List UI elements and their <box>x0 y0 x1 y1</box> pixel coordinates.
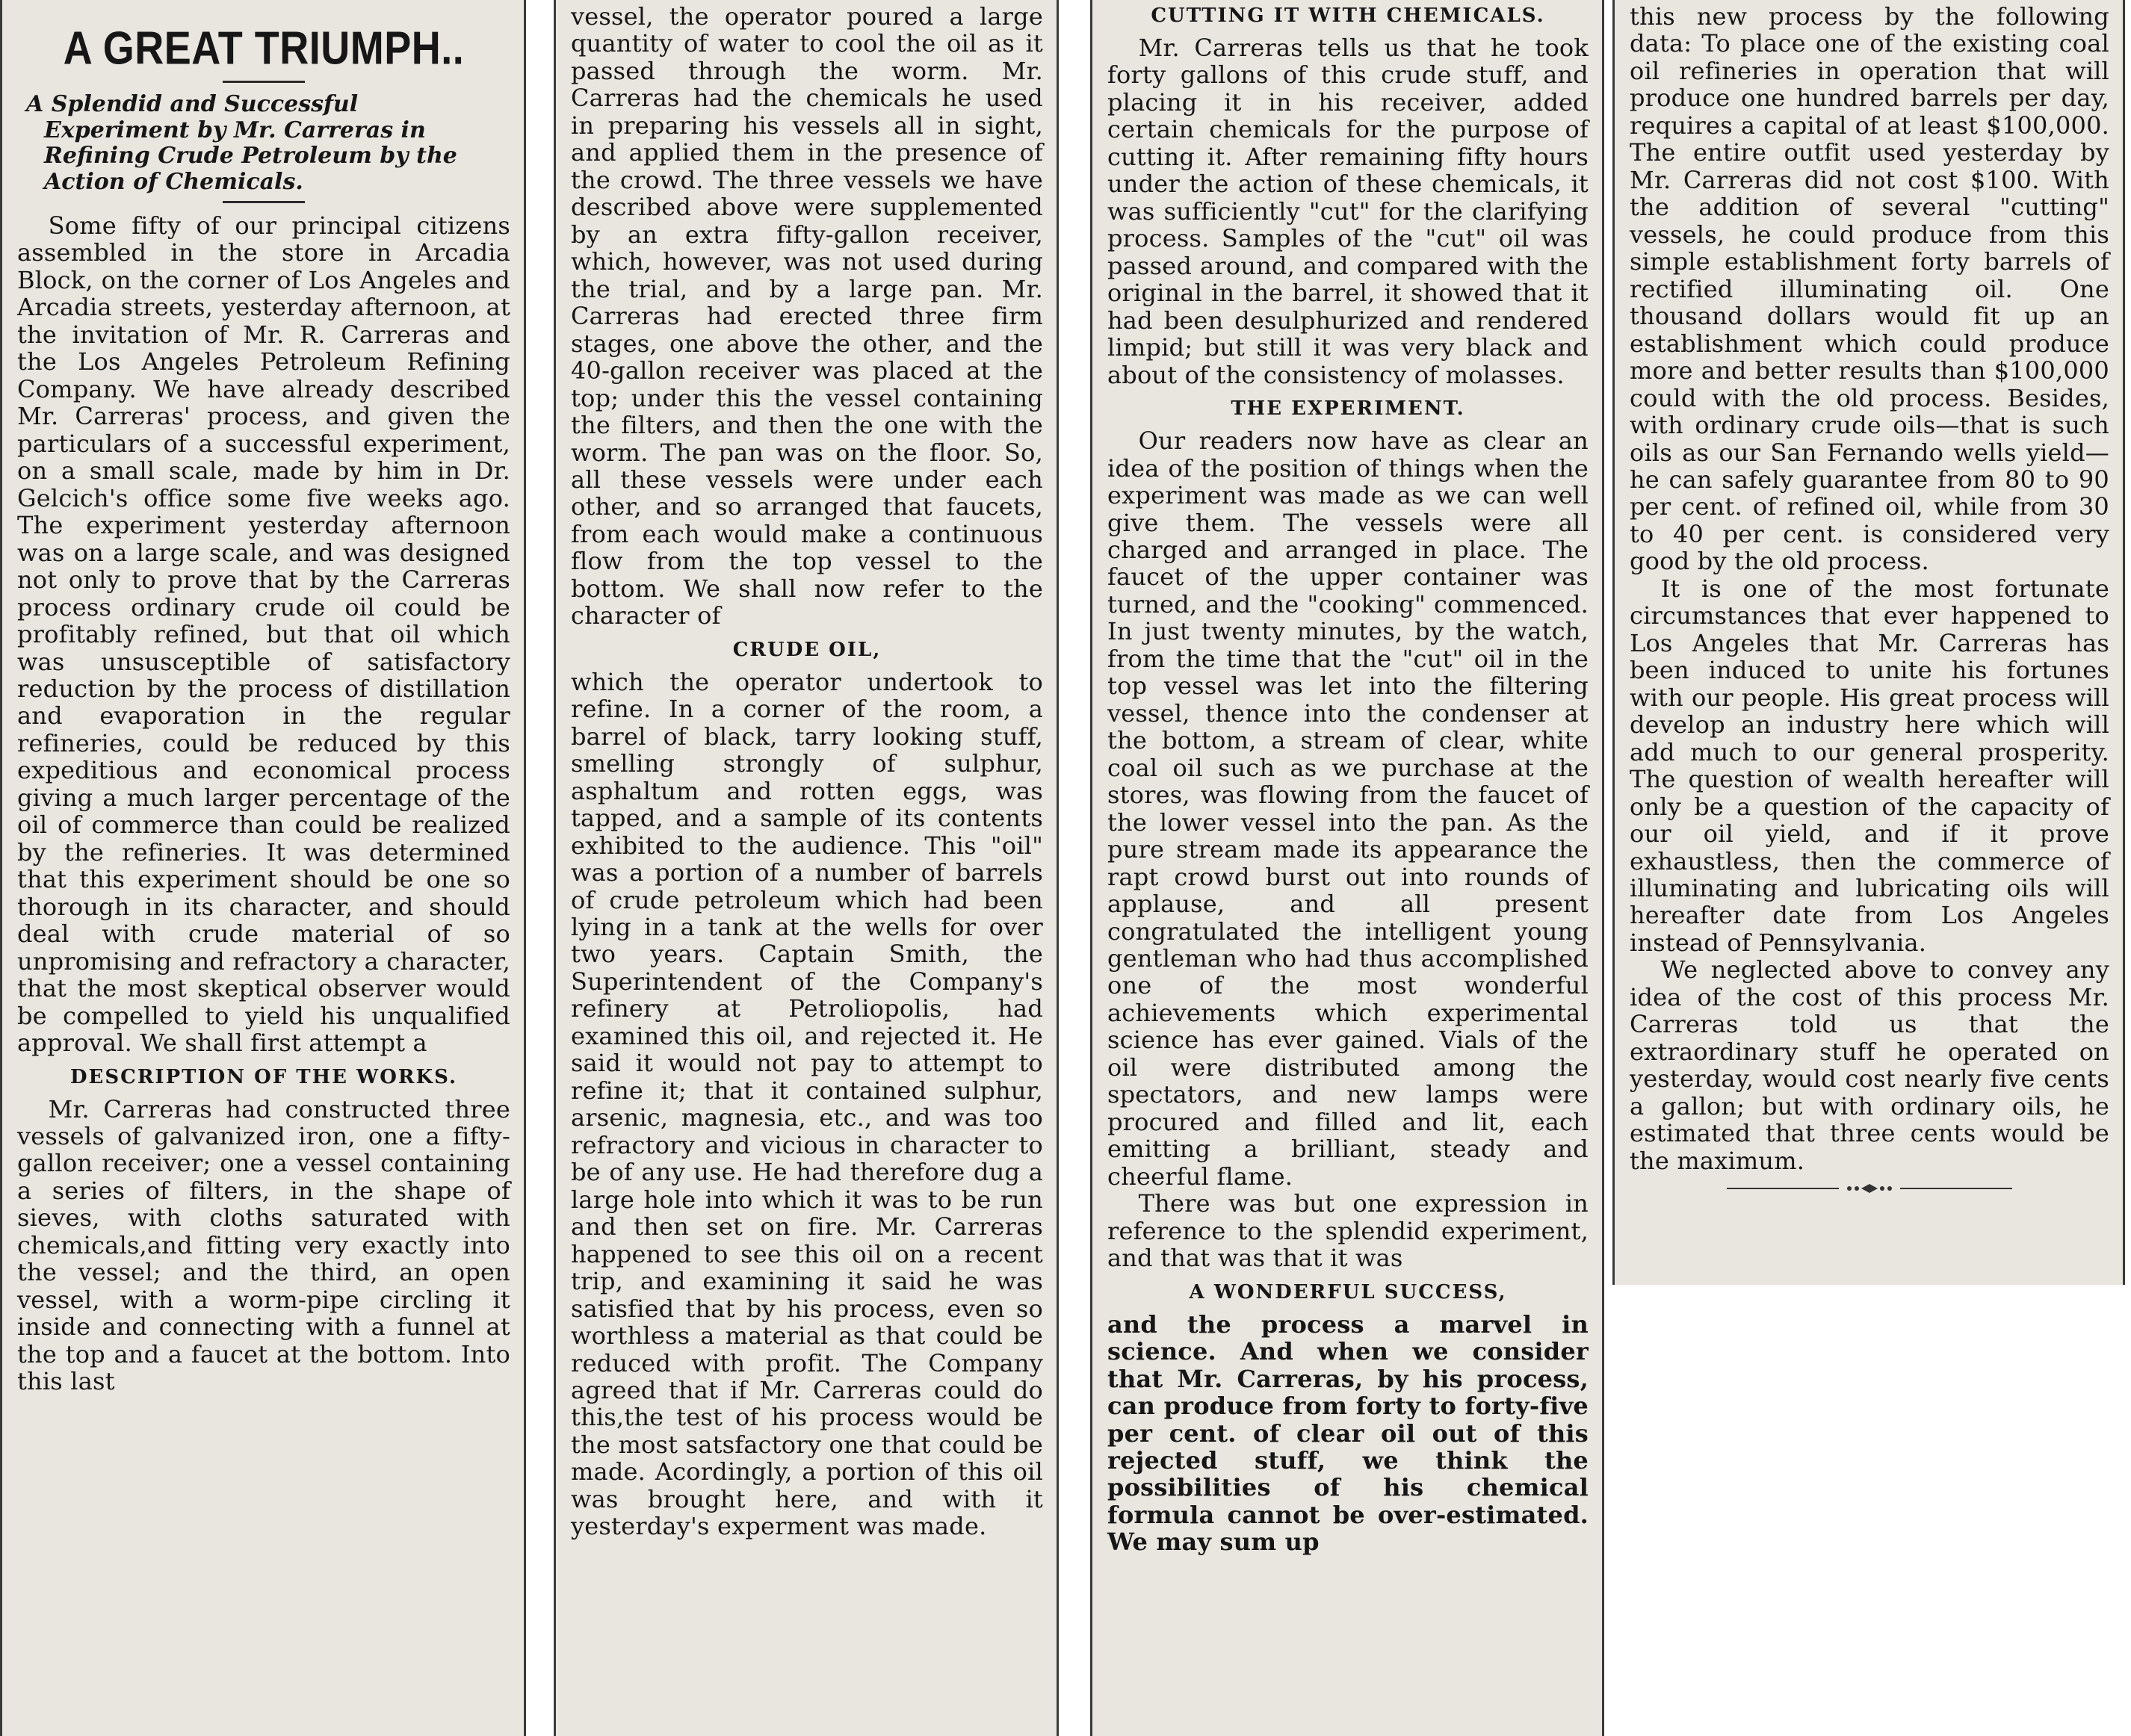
paragraph-intro: Some fifty of our principal citizens assembled in the store in Arcadia Block, on the corner of Los Angeles and Arcadia streets, yesterday afternoon, at the invitation of Mr. R. Carreras and the Los Angeles Petroleum Refining Company. We have already described Mr. Carreras' process, and given the particulars of a successful experiment, on a small scale, made by him in Dr. Gelcich's office some five weeks ago. The experiment yesterday afternoon was on a large scale, and was designed not only to prove that by the Carreras process ordinary crude oil could be profitably refined, but that oil which was unsusceptible of satisfactory reduction by the process of distillation and evaporation in the regular refineries, could be reduced by this expeditious and economical process giving a much larger percentage of the oil of commerce than could be realized by the refineries. It was determined that this experiment should be one so thorough in its character, and should deal with crude material of so unpromising and refractory a character, that the most skeptical observer would be compelled to yield his unqualified approval. We shall first attempt a <box>17 211 510 1058</box>
headline-rule <box>223 81 305 83</box>
paragraph-vessels: vessel, the operator poured a large quantity of water to cool the oil as it passed through the worm. Mr. Carreras had the chemicals he used in preparing his vessels all in sight, and applied them in the presence of the crowd. The three vessels we have described above were supplemented by an extra fifty-gallon receiver, which, however, was not used during the trial, and by a large pan. Mr. Carreras had erected three firm stages, one above the other, and the 40-gallon receiver was placed at the top; under this the vessel containing the filters, and then the one with the worm. The pan was on the floor. So, all these vessels were under each other, and so arranged that faucets, from each would make a continuous flow from the top vessel to the bottom. We shall now refer to the character of <box>571 2 1043 630</box>
paragraph-data: this new process by the following data: To place one of the existing coal oil refineries in operation that will produce one hundred barrels per day, requires a capital of at least $100,000. The entire outfit used yesterday by Mr. Carreras did not cost $100. With the addition of several "cutting" vessels, he could produce from this simple establishment forty barrels of rectified illuminating oil. One thousand dollars would fit up an establishment which could produce more and better results than $100,000 could with the old process. Besides, with ordinary crude oils—that is such oils as our San Fernando wells yield—he can safely guarantee from 80 to 90 per cent. of refined oil, while from 30 to 40 per cent. is considered very good by the old process. <box>1630 2 2109 576</box>
paragraph-fortunate: It is one of the most fortunate circumstances that ever happened to Los Angeles that Mr. Carreras has been induced to unite his fortunes with our people. His great process will develop an industry here which will add much to our general prosperity. The question of wealth hereafter will only be a question of the capacity of our oil yield, and if it prove exhaustless, then the commerce of illuminating and lubricating oils will hereafter date from Los Angeles instead of Pennsylvania. <box>1630 574 2109 957</box>
paragraph-success: and the process a marvel in science. And when we consider that Mr. Carreras, by his process, can produce from forty to forty-five per cent. of clear oil out of this rejected stuff, we think the possibilities of his chemical formula cannot be over-estimated. We may sum up <box>1107 1309 1589 1557</box>
subhead-description-of-works: DESCRIPTION OF THE WORKS. <box>69 1065 458 1088</box>
column-4 <box>1612 0 2125 1285</box>
subhead-cutting: CUTTING IT WITH CHEMICALS. <box>1151 4 1545 27</box>
column-1 <box>0 0 526 1736</box>
deck: A Splendid and Successful Experiment by Mr. Carreras in Refining Crude Petroleum by the Action of Chemicals. <box>26 91 457 195</box>
subhead-wonderful-success: A WONDERFUL SUCCESS, <box>1189 1280 1507 1303</box>
ornament-line-right <box>1900 1188 2012 1189</box>
ornament-line-left <box>1727 1188 1839 1189</box>
end-ornament <box>1630 1183 2109 1194</box>
paragraph-expression: There was but one expression in reference to the splendid experiment, and that was that it was <box>1107 1189 1589 1273</box>
ornament-diamond-icon <box>1843 1183 1896 1194</box>
deck-rule <box>223 201 305 203</box>
subhead-crude-oil: CRUDE OIL, <box>732 638 882 661</box>
paragraph-works: Mr. Carreras had constructed three vessels of galvanized iron, one a fifty-gallon receiver; one a vessel containing a series of filters, in the shape of sieves, with cloths saturated with chemicals,and fitting very exactly into the vessel; and the third, an open vessel, with a worm-pipe circling it inside and connecting with a funnel at the top and a faucet at the bottom. Into this last <box>17 1094 510 1396</box>
column-3 <box>1090 0 1604 1736</box>
headline: A GREAT TRIUMPH.. <box>63 22 465 75</box>
paragraph-crude-oil: which the operator undertook to refine. In a corner of the room, a barrel of black, tarry looking stuff, smelling strongly of sulphur, asphaltum and rotten eggs, was tapped, and a sample of its contents exhibited to the audience. This "oil" was a portion of a number of barrels of crude petroleum which had been lying in a tank at the wells for over two years. Captain Smith, the Superintendent of the Company's refinery at Petroliopolis, had examined this oil, and rejected it. He said it would not pay to attempt to refine it; that it contained sulphur, arsenic, magnesia, etc., and was too refractory and vicious in character to be of any use. He had therefore dug a large hole into which it was to be run and then set on fire. Mr. Carreras happened to see this oil on a recent trip, and examining it said he was satisfied that by his process, even so worthless a material as that could be reduced with profit. The Company agreed that if Mr. Carreras could do this,the test of his process would be the most satsfactory one that could be made. Acordingly, a portion of this oil was brought here, and with it yesterday's experment was made. <box>571 667 1043 1541</box>
paragraph-cutting: Mr. Carreras tells us that he took forty gallons of this crude stuff, and placing it in his receiver, added certain chemicals for the purpose of cutting it. After remaining fifty hours under the action of these chemicals, it was sufficiently "cut" for the clarifying process. Samples of the "cut" oil was passed around, and compared with the original in the barrel, it showed that it had been desulphurized and rendered limpid; but still it was very black and about of the consistency of molasses. <box>1107 34 1589 389</box>
subhead-experiment: THE EXPERIMENT. <box>1231 397 1465 421</box>
column-2 <box>554 0 1059 1736</box>
paragraph-experiment: Our readers now have as clear an idea of the position of things when the experiment was made as we can well give them. The vessels were all charged and arranged in place. The faucet of the upper container was turned, and the "cooking" commenced. In just twenty minutes, by the watch, from the time that the "cut" oil in the top vessel was let into the filtering vessel, thence into the condenser at the bottom, a stream of clear, white coal oil such as we purchase at the stores, was flowing from the faucet of the lower vessel into the pan. As the pure stream made its appearance the rapt crowd burst out into rounds of applause, and all present congratulated the intelligent young gentleman who had thus accomplished one of the most wonderful achievements which experimental science has ever gained. Vials of the oil were distributed among the spectators, and new lamps were procured and filled and lit, each emitting a brilliant, steady and cheerful flame. <box>1107 427 1589 1191</box>
paragraph-cost: We neglected above to convey any idea of the cost of this process Mr. Carreras told us that the extraordinary stuff he operated on yesterday, would cost nearly five cents a gallon; but with ordinary oils, he estimated that three cents would be the maximum. <box>1630 955 2109 1175</box>
